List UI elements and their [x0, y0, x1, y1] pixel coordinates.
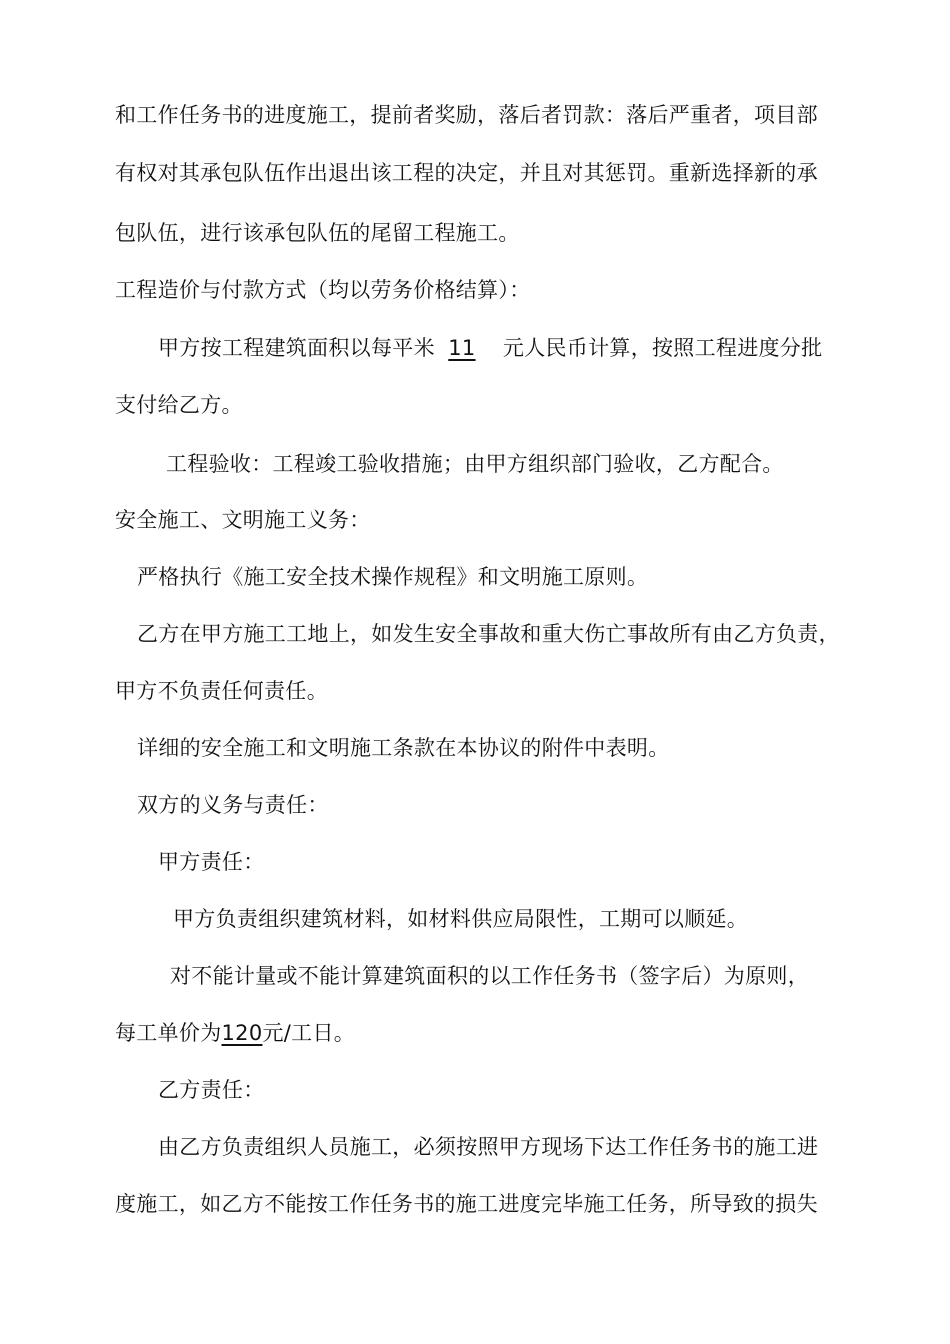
unit-price-value: 120 [221, 1021, 263, 1045]
subsection-heading: 甲方责任： [158, 850, 265, 874]
paragraph-line: 工程验收：工程竣工验收措施；由甲方组织部门验收，乙方配合。 [166, 452, 784, 476]
paragraph-line: 对不能计量或不能计算建筑面积的以工作任务书（签字后）为原则， [170, 964, 809, 988]
paragraph-line: 甲方负责组织建筑材料，如材料供应局限性，工期可以顺延。 [173, 907, 749, 931]
section-heading: 双方的义务与责任： [137, 793, 329, 817]
paragraph-line: 详细的安全施工和文明施工条款在本协议的附件中表明。 [137, 736, 670, 760]
paragraph-line: 支付给乙方。 [115, 393, 243, 417]
unit-price-text-before: 每工单价为 [115, 1021, 222, 1045]
section-heading: 安全施工、文明施工义务： [115, 508, 371, 532]
paragraph-line: 和工作任务书的进度施工，提前者奖励，落后者罚款：落后严重者，项目部 [115, 103, 818, 127]
paragraph-line: 有权对其承包队伍作出退出该工程的决定，并且对其惩罚。重新选择新的承 [115, 161, 818, 185]
price-per-sqm-value: 11 [448, 336, 476, 360]
paragraph-line: 严格执行《施工安全技术操作规程》和文明施工原则。 [137, 565, 649, 589]
paragraph-line [158, 334, 822, 362]
paragraph-line: 包队伍，进行该承包队伍的尾留工程施工。 [115, 221, 520, 245]
paragraph-line: 度施工，如乙方不能按工作任务书的施工进度完毕施工任务，所导致的损失 [115, 1192, 818, 1216]
section-heading: 工程造价与付款方式（均以劳务价格结算）： [115, 278, 531, 302]
paragraph-line: 乙方在甲方施工工地上，如发生安全事故和重大伤亡事故所有由乙方负责， [137, 622, 840, 646]
subsection-heading: 乙方责任： [158, 1078, 265, 1102]
paragraph-line: 由乙方负责组织人员施工，必须按照甲方现场下达工作任务书的施工进 [158, 1135, 819, 1159]
paragraph-line [115, 1019, 355, 1047]
price-text-after: 元人民币计算，按照工程进度分批 [502, 336, 823, 360]
price-text-before: 甲方按工程建筑面积以每平米 [158, 336, 435, 360]
paragraph-line: 甲方不负责任何责任。 [115, 679, 328, 703]
unit-price-text-after: 元/工日。 [262, 1021, 356, 1045]
